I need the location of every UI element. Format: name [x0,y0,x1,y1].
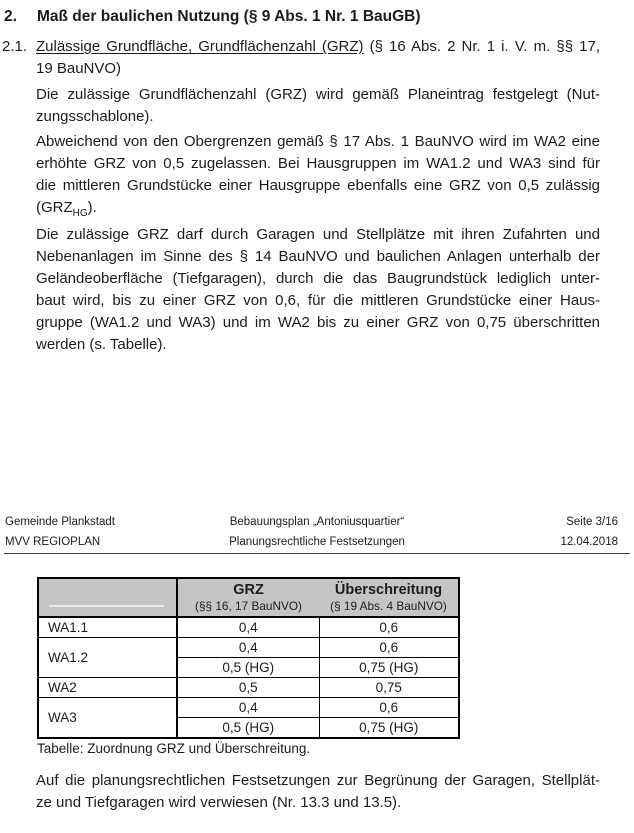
table-cell-value: 0,4 [177,617,319,638]
section-title: Maß der baulichen Nutzung (§ 9 Abs. 1 Nr. 1 BauGB) [37,8,421,25]
table-cell-value: 0,4 [177,638,319,658]
footer-right [560,512,618,552]
grz-text: (GRZ [36,199,73,216]
table-header-row [38,578,459,617]
text-line: gruppe (WA1.2 und WA3) und im WA2 bis zu einer GRZ von 0,75 überschritten [36,314,600,331]
paragraph-grz-festlegung [36,84,600,128]
text-line: Die zulässige Grundflächenzahl (GRZ) wird gemäß Planeintrag festgelegt (Nut- [36,86,600,103]
grz-subscript-hg: HG [72,208,88,219]
table-header-title: Überschreitung [334,582,443,598]
grz-table [37,577,460,739]
table-header-empty-cell [38,578,177,617]
table-cell-value: 0,75 (HG) [319,658,459,678]
text-line: baut wird, bis zu einer GRZ von 0,6, für die mittleren Grundstücke einer Haus- [36,292,600,309]
footer-municipality: Gemeinde Plankstadt [5,516,115,528]
table-row-label: WA1.2 [38,638,177,678]
table-header-cell [319,578,459,617]
table-cell-value: 0,5 (HG) [177,718,319,739]
section-heading [4,6,600,28]
text-line: Die zulässige GRZ darf durch Garagen und Stellplätze mit ihren Zufahrten und [36,226,600,243]
paragraph-abweichung [36,131,600,219]
footer-date: 12.04.2018 [560,536,618,548]
table-row [38,617,459,638]
footer-page-number: Seite 3/16 [566,516,618,528]
paragraph-abweichung-lines [36,131,600,197]
text-line: die mittleren Grundstücke einer Hausgruppe ebenfalls eine GRZ von 0,5 zulässig [36,177,600,194]
paragraph-ueberschreitung [36,224,600,356]
table-row-label: WA2 [38,678,177,698]
table-cell-value: 0,6 [319,638,459,658]
footer-planner: MVV REGIOPLAN [5,536,101,548]
paragraph-verweis [36,770,600,814]
footer-plan-title: Bebauungsplan „Antoniusquartier“ [229,516,405,528]
section-number: 2. [4,8,17,25]
table-header-cell [177,578,319,617]
table-row [38,638,459,658]
subsection-title-line2: 19 BauNVO) [36,60,122,77]
table-cell-value: 0,5 [177,678,319,698]
footer-center [0,512,634,552]
table-cell-value: 0,5 (HG) [177,658,319,678]
table-row-label: WA1.1 [38,617,177,638]
grz-text-suffix: ). [87,199,97,216]
text-line: Abweichend von den Obergrenzen gemäß § 17 Abs. 1 BauNVO wird im WA2 eine [36,133,600,150]
text-line: Auf die planungsrechtlichen Festsetzungen zur Begrünung der Garagen, Stellplät- [36,772,600,789]
table-cell-value: 0,75 [319,678,459,698]
text-line: zungsschablone). [36,108,154,125]
text-line: Nebenanlagen im Sinne des § 14 BauNVO und baulichen Anlagen unterhalb der [36,248,600,265]
subsection-title-underlined: Zulässige Grundfläche, Grundflächenzahl (GRZ) [36,38,364,55]
table-row [38,678,459,698]
subsection-number: 2.1. [2,38,28,55]
table-row-label: WA3 [38,698,177,739]
footer-plan-subtitle: Planungsrechtliche Festsetzungen [229,536,405,548]
table-cell-value: 0,6 [319,698,459,718]
header-empty-underline [49,605,164,607]
grz-table-body [38,578,459,738]
subsection-title [36,36,600,80]
subsection-title-line1 [36,36,600,58]
table-cell-value: 0,75 (HG) [319,718,459,739]
subsection-title-rest: (§ 16 Abs. 2 Nr. 1 i. V. m. §§ 17, [363,38,601,55]
table-row [38,698,459,718]
grz-table-wrap [37,577,460,739]
table-cell-value: 0,4 [177,698,319,718]
subsection-heading [2,36,600,80]
table-header-subtitle: (§§ 16, 17 BauNVO) [195,599,302,613]
table-cell-value: 0,6 [319,617,459,638]
table-header-subtitle: (§ 19 Abs. 4 BauNVO) [330,599,447,613]
text-line: erhöhte GRZ von 0,5 zugelassen. Bei Hausgruppen im WA1.2 und WA3 sind für [36,155,600,172]
paragraph-abweichung-lastline [36,197,600,219]
table-caption: Tabelle: Zuordnung GRZ und Überschreitung. [37,741,311,756]
page-footer [0,512,634,552]
footer-rule [4,553,630,554]
text-line: werden (s. Tabelle). [36,336,167,353]
text-line: Geländeoberfläche (Tiefgaragen), durch die das Baugrundstück lediglich unter- [36,270,600,287]
table-header-title: GRZ [233,582,264,598]
text-line: ze und Tiefgaragen wird verwiesen (Nr. 13.3 und 13.5). [36,794,402,811]
